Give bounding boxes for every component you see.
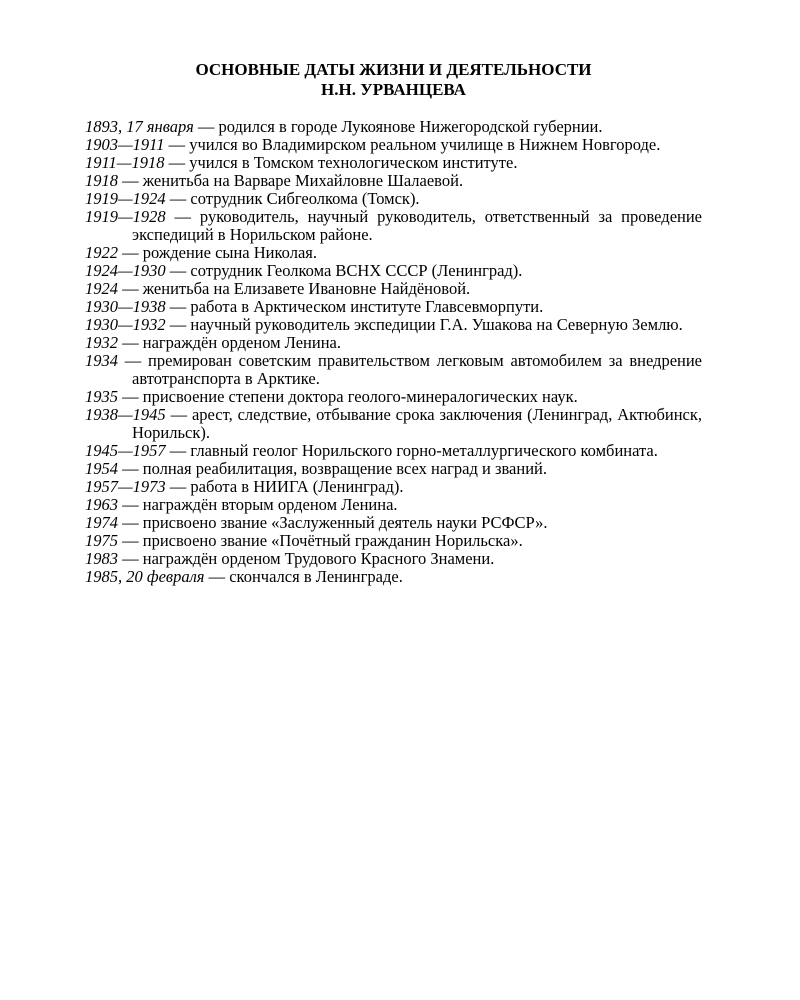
entry-date: 1938—1945 (85, 405, 166, 424)
entry-date: 1983 (85, 549, 118, 568)
entry-text: — присвоение степени доктора геолого-минералогических наук. (118, 387, 578, 406)
entry-date: 1911—1918 (85, 153, 165, 172)
chronology-entry (85, 532, 702, 550)
entry-date: 1945—1957 (85, 441, 166, 460)
entry-text: — присвоено звание «Заслуженный деятель науки РСФСР». (118, 513, 548, 532)
entry-text: — полная реабилитация, возвращение всех наград и званий. (118, 459, 547, 478)
entry-date: 1924 (85, 279, 118, 298)
chronology-entry (85, 136, 702, 154)
entry-text: — награждён орденом Трудового Красного Знамени. (118, 549, 495, 568)
entry-date: 1930—1938 (85, 297, 166, 316)
entry-date: 1932 (85, 333, 118, 352)
entry-text: — награждён вторым орденом Ленина. (118, 495, 398, 514)
entry-date: 1919—1928 (85, 207, 166, 226)
entry-text: — родился в городе Лукоянове Нижегородской губернии. (193, 117, 603, 136)
entry-date: 1919—1924 (85, 189, 166, 208)
chronology-entry (85, 388, 702, 406)
entry-date: 1930—1932 (85, 315, 166, 334)
entry-text: — работа в Арктическом институте Главсевморпути. (165, 297, 544, 316)
chronology-entry (85, 406, 702, 442)
entry-date: 1903—1911 (85, 135, 165, 154)
page-title (85, 60, 702, 100)
entry-date: 1985, 20 февраля (85, 567, 205, 586)
entry-text: — рождение сына Николая. (118, 243, 317, 262)
entry-text: — скончался в Ленинграде. (204, 567, 403, 586)
entry-text: — сотрудник Сибгеолкома (Томск). (165, 189, 420, 208)
entry-text: — присвоено звание «Почётный гражданин Норильска». (118, 531, 523, 550)
chronology-entry (85, 514, 702, 532)
entry-text: — сотрудник Геолкома ВСНХ СССР (Ленинград). (165, 261, 523, 280)
entry-text: — премирован советским правительством легковым автомобилем за внедрение автотранспорта в Арктике. (118, 351, 702, 388)
entry-date: 1922 (85, 243, 118, 262)
entry-text: — работа в НИИГА (Ленинград). (165, 477, 404, 496)
entry-text: — женитьба на Елизавете Ивановне Найдёновой. (118, 279, 471, 298)
entry-date: 1954 (85, 459, 118, 478)
title-line-1: ОСНОВНЫЕ ДАТЫ ЖИЗНИ И ДЕЯТЕЛЬНОСТИ (195, 60, 592, 79)
entry-date: 1924—1930 (85, 261, 166, 280)
entry-text: — женитьба на Варваре Михайловне Шалаевой. (118, 171, 464, 190)
entry-date: 1918 (85, 171, 118, 190)
chronology-entry (85, 334, 702, 352)
entry-text: — арест, следствие, отбывание срока заключения (Ленинград, Актюбинск, Норильск). (132, 405, 702, 442)
entry-date: 1963 (85, 495, 118, 514)
entry-date: 1893, 17 января (85, 117, 194, 136)
chronology-entry (85, 154, 702, 172)
entry-text: — награждён орденом Ленина. (118, 333, 341, 352)
entry-text: — учился во Владимирском реальном училище в Нижнем Новгороде. (164, 135, 661, 154)
chronology-entry (85, 118, 702, 136)
entry-date: 1974 (85, 513, 118, 532)
chronology-list (85, 118, 702, 586)
chronology-entry (85, 172, 702, 190)
chronology-entry (85, 208, 702, 244)
entry-text: — главный геолог Норильского горно-металлургического комбината. (165, 441, 658, 460)
chronology-entry (85, 442, 702, 460)
entry-date: 1975 (85, 531, 118, 550)
chronology-entry (85, 478, 702, 496)
document-page (85, 60, 702, 586)
chronology-entry (85, 352, 702, 388)
chronology-entry (85, 496, 702, 514)
entry-date: 1934 (85, 351, 118, 370)
chronology-entry (85, 568, 702, 586)
title-line-2: Н.Н. УРВАНЦЕВА (321, 80, 466, 99)
chronology-entry (85, 262, 702, 280)
entry-text: — научный руководитель экспедиции Г.А. Ушакова на Северную Землю. (165, 315, 683, 334)
chronology-entry (85, 190, 702, 208)
entry-date: 1957—1973 (85, 477, 166, 496)
entry-text: — руководитель, научный руководитель, ответственный за проведение экспедиций в Норильском районе. (132, 207, 702, 244)
chronology-entry (85, 316, 702, 334)
chronology-entry (85, 280, 702, 298)
entry-text: — учился в Томском технологическом институте. (164, 153, 518, 172)
chronology-entry (85, 550, 702, 568)
chronology-entry (85, 298, 702, 316)
chronology-entry (85, 244, 702, 262)
chronology-entry (85, 460, 702, 478)
entry-date: 1935 (85, 387, 118, 406)
